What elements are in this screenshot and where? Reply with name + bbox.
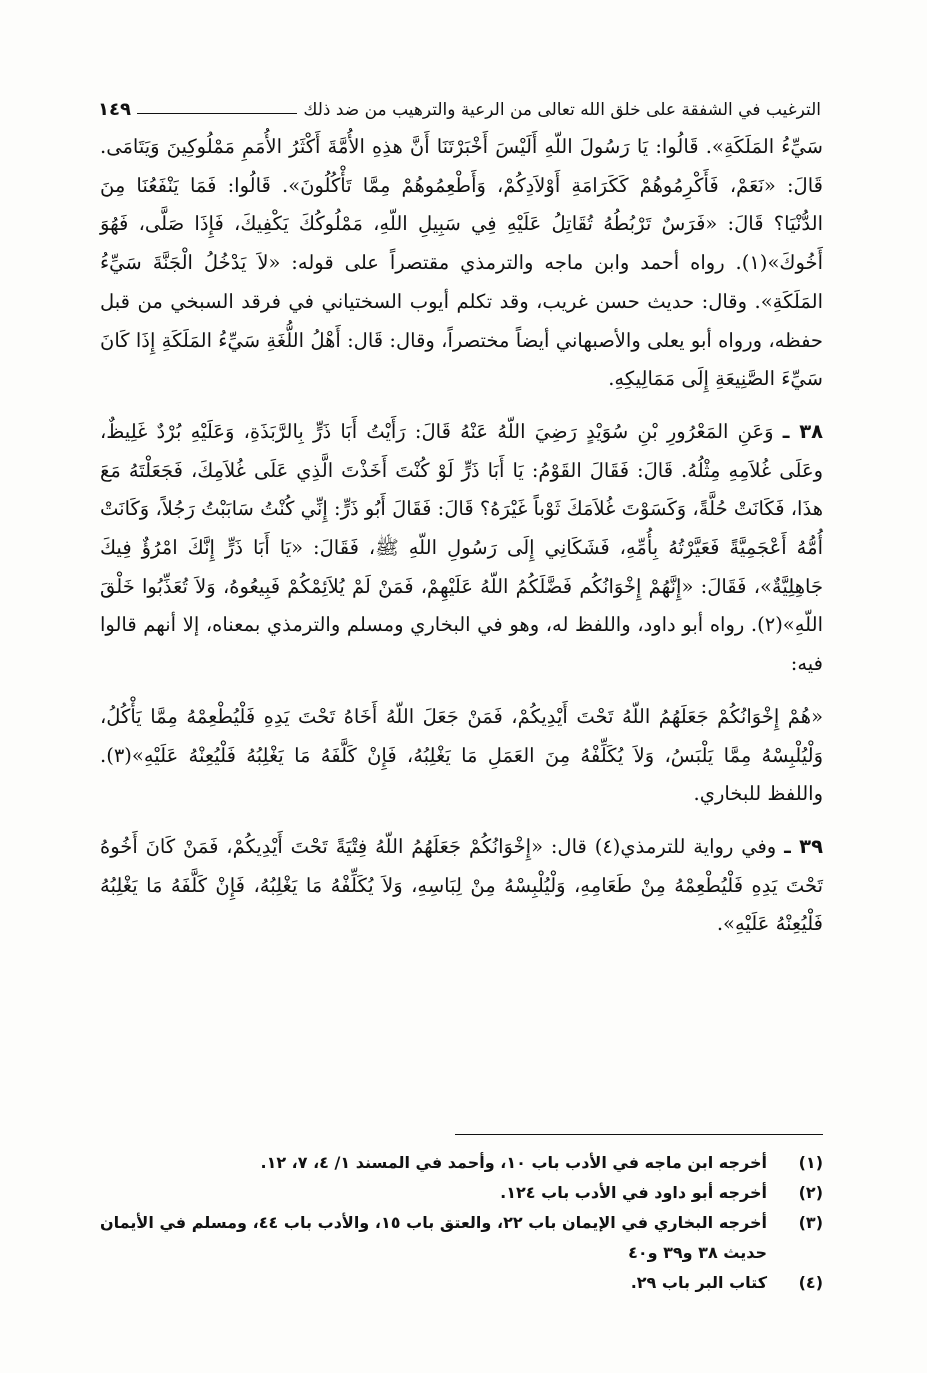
footnote-number: (٤): [798, 1273, 823, 1292]
footnote-4: [100, 1268, 823, 1298]
paragraph-3: [100, 698, 823, 814]
hadith-number: ٣٨ ـ: [782, 419, 823, 443]
footnote-number: (١): [798, 1153, 823, 1172]
footnote-text: أخرجه البخاري في الإيمان باب ٢٢، والعتق باب ١٥، والأدب باب ٤٤، ومسلم في الأيمان حديث ٣٨ و٣٩ و٤٠: [100, 1213, 768, 1262]
paragraph-text: وَعَنِ المَعْرُورِ بْنِ سُوَيْدٍ رَضِيَ اللّهُ عَنْهُ قَالَ: رَأَيْتُ أَبَا ذَرٍّ بِالرَّبَذَةِ، وَعَلَيْهِ بُرْدٌ غَلِيظٌ، وعَلَى غُلاَمِهِ مِثْلُهُ. قَالَ: فَقَالَ القَوْمُ: يَا أَبَا ذَرٍّ لَوْ كُنْتَ أَخَذْتَ الَّذِي عَلَى غُلاَمِكَ، فَجَعَلْتَهُ مَعَ هذَا، فَكَانَتْ حُلَّةً، وَكَسَوْتَ غُلاَمَكَ ثَوْباً غَيْرَهُ؟ قَالَ: فَقَالَ أَبُو ذَرٍّ: إِنِّي كُنْتُ سَابَبْتُ رَجُلاً، وَكَانَتْ أُمُّهُ أَعْجَمِيَّةً فَعَيَّرْتُهُ بِأُمِّهِ، فَشَكَانِي إِلَى رَسُولِ اللّهِ ﷺ، فَقَالَ: «يَا أَبَا ذَرٍّ إِنَّكَ امْرُؤٌ فِيكَ جَاهِلِيَّةٌ»، فَقَالَ: «إِنَّهُمْ إِخْوَانُكُم فَضَّلَكُمُ اللّهُ عَلَيْهِمْ، فَمَنْ لَمْ يُلاَئِمْكُمْ فَبِيعُوهُ، وَلاَ تُعَذِّبُوا خَلْقَ اللّهِ»(٢). رواه أبو داود، واللفظ له، وهو في البخاري ومسلم والترمذي بمعناه، إلا أنهم قالوا فيه:: [100, 419, 823, 676]
footnote-separator: [455, 1134, 823, 1135]
paragraph-1: [100, 128, 823, 399]
header-rule: [137, 112, 297, 114]
footnote-3: [100, 1208, 823, 1268]
header-title: الترغيب في الشفقة على خلق الله تعالى من الرعية والترهيب من ضد ذلك: [303, 100, 821, 120]
paragraph-text: وفي رواية للترمذي(٤) قال: «إِخْوَانُكُمْ جَعَلَهُمُ اللّهُ فِتْيَةً تَحْتَ أَيْدِيكُمْ، فَمَنْ كَانَ أَخُوهُ تَحْتَ يَدِهِ فَلْيُطْعِمْهُ مِنْ طَعَامِهِ، وَلْيُلْبِسْهُ مِنْ لِبَاسِهِ، وَلاَ يُكَلِّفْهُ مَا يَغْلِبُهُ، فَإِنْ كَلَّفَهُ مَا يَغْلِبُهُ فَلْيُعِنْهُ عَلَيْهِ».: [100, 834, 823, 936]
paragraph-text: سَيِّءُ المَلَكَةِ». قَالُوا: يَا رَسُولَ اللّهِ أَلَيْسَ أَخْبَرْتَنَا أَنَّ هذِهِ الأُمَّةَ أَكْثَرُ الأُمَمِ مَمْلُوكِينَ وَيَتَامَى. قَالَ: «نَعَمْ، فَأَكْرِمُوهُمْ كَكَرَامَةِ أَوْلاَدِكُمْ، وَأَطْعِمُوهُمْ مِمَّا تَأْكُلُونَ». قَالُوا: فَمَا يَنْفَعُنَا مِنَ الدُّنْيَا؟ قَالَ: «فَرَسٌ تَرْبُطُهُ تُقَاتِلُ عَلَيْهِ فِي سَبِيلِ اللّهِ، مَمْلُوكُكَ يَكْفِيكَ، فَإِذَا صَلَّى، فَهُوَ أَخُوكَ»(١). رواه أحمد وابن ماجه والترمذي مقتصراً على قوله: «لاَ يَدْخُلُ الْجَنَّةَ سَيِّءُ المَلَكَةِ». وقال: حديث حسن غريب، وقد تكلم أيوب السختياني في فرقد السبخي من قبل حفظه، ورواه أبو يعلى والأصبهاني أيضاً مختصراً، وقال: قَال: أَهْلُ اللُّغَةِ سَيِّءُ المَلَكَةِ إِذَا كَانَ سَيِّءَ الصَّنِيعَةِ إِلَى مَمَالِيكِهِ.: [100, 135, 823, 391]
page-number: ١٤٩: [98, 99, 131, 120]
footnote-number: (٢): [798, 1183, 823, 1202]
footnote-text: أخرجه ابن ماجه في الأدب باب ١٠، وأحمد في المسند ١/ ٤، ٧، ١٢.: [260, 1153, 767, 1172]
footnote-1: [100, 1148, 823, 1178]
footnote-text: كتاب البر باب ٢٩.: [630, 1273, 767, 1292]
paragraph-text: «هُمْ إِخْوَانُكُمْ جَعَلَهُمُ اللّهُ تَحْتَ أَيْدِيكُمْ، فَمَنْ جَعَلَ اللّهُ أَخَاهُ تَحْتَ يَدِهِ فَلْيُطْعِمْهُ مِمَّا يَأْكُلُ، وَلْيُلْبِسْهُ مِمَّا يَلْبَسُ، وَلاَ يُكَلِّفْهُ مِنَ العَمَلِ مَا يَغْلِبُهُ، فَإِنْ كَلَّفَهُ مَا يَغْلِبُهُ فَلْيُعِنْهُ عَلَيْهِ»(٣). واللفظ للبخاري.: [100, 704, 823, 806]
hadith-39: [100, 828, 823, 944]
footnotes: [100, 1148, 823, 1298]
running-header: [98, 90, 821, 120]
footnote-number: (٣): [798, 1213, 823, 1232]
hadith-number: ٣٩ ـ: [784, 834, 823, 858]
footnote-2: [100, 1178, 823, 1208]
footnote-text: أخرجه أبو داود في الأدب باب ١٢٤.: [500, 1183, 767, 1202]
main-text: [100, 128, 823, 944]
hadith-38: [100, 413, 823, 684]
